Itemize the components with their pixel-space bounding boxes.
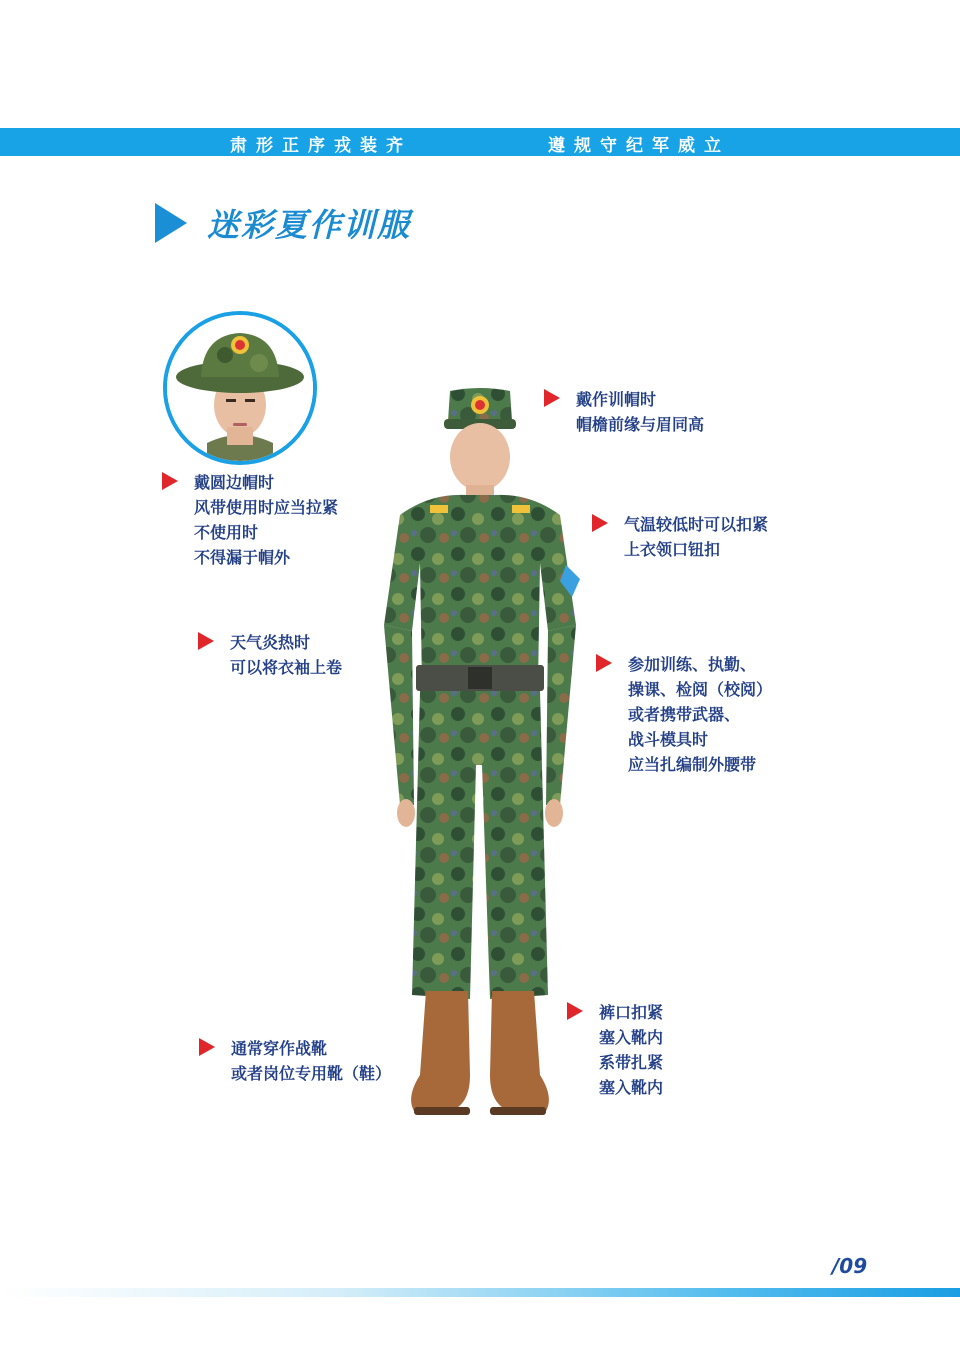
note-line: 塞入靴内 xyxy=(599,1078,664,1097)
header-slogan-right: 遵规守纪军威立 xyxy=(548,136,730,156)
note-trousers xyxy=(567,1000,663,1100)
page-title: 迷彩夏作训服 xyxy=(207,206,412,244)
note-line: 不得漏于帽外 xyxy=(194,548,291,567)
note-line: 戴作训帽时 xyxy=(576,390,657,409)
note-line: 戴圆边帽时 xyxy=(194,473,275,492)
portrait-round-hat xyxy=(163,311,317,465)
note-line: 通常穿作战靴 xyxy=(231,1039,328,1058)
soldier-headshot-image xyxy=(167,315,313,461)
header-band xyxy=(0,128,960,156)
note-line: 或者携带武器、 xyxy=(628,705,741,724)
note-line: 系带扎紧 xyxy=(599,1053,664,1072)
red-arrow-icon xyxy=(162,472,178,490)
note-line: 或者岗位专用靴（鞋） xyxy=(231,1064,392,1083)
note-sleeves xyxy=(198,630,342,680)
red-arrow-icon xyxy=(592,514,608,532)
red-arrow-icon xyxy=(544,389,560,407)
note-belt xyxy=(596,652,772,777)
red-arrow-icon xyxy=(596,654,612,672)
play-triangle-icon xyxy=(155,203,187,243)
note-line: 塞入靴内 xyxy=(599,1028,664,1047)
note-training-cap xyxy=(544,387,704,437)
note-line: 操课、检阅（校阅） xyxy=(628,680,773,699)
note-boots xyxy=(199,1036,391,1086)
page-number: /09 xyxy=(832,1254,868,1278)
red-arrow-icon xyxy=(198,632,214,650)
red-arrow-icon xyxy=(199,1038,215,1056)
note-line: 帽檐前缘与眉同高 xyxy=(576,415,705,434)
note-line: 风带使用时应当拉紧 xyxy=(194,498,339,517)
note-line: 裤口扣紧 xyxy=(599,1003,664,1022)
note-line: 天气炎热时 xyxy=(230,633,311,652)
note-round-hat xyxy=(162,470,338,570)
section-title xyxy=(155,200,411,246)
note-line: 可以将衣袖上卷 xyxy=(230,658,343,677)
note-line: 参加训练、执勤、 xyxy=(628,655,757,674)
red-arrow-icon xyxy=(567,1002,583,1020)
note-line: 不使用时 xyxy=(194,523,259,542)
note-line: 上衣领口钮扣 xyxy=(624,540,721,559)
note-line: 应当扎编制外腰带 xyxy=(628,755,757,774)
header-slogan-left: 肃形正序戎装齐 xyxy=(230,136,412,156)
footer-band xyxy=(0,1288,960,1297)
note-line: 气温较低时可以扣紧 xyxy=(624,515,769,534)
soldier-full-uniform-image xyxy=(370,385,590,1125)
note-collar xyxy=(592,512,768,562)
note-line: 战斗模具时 xyxy=(628,730,709,749)
